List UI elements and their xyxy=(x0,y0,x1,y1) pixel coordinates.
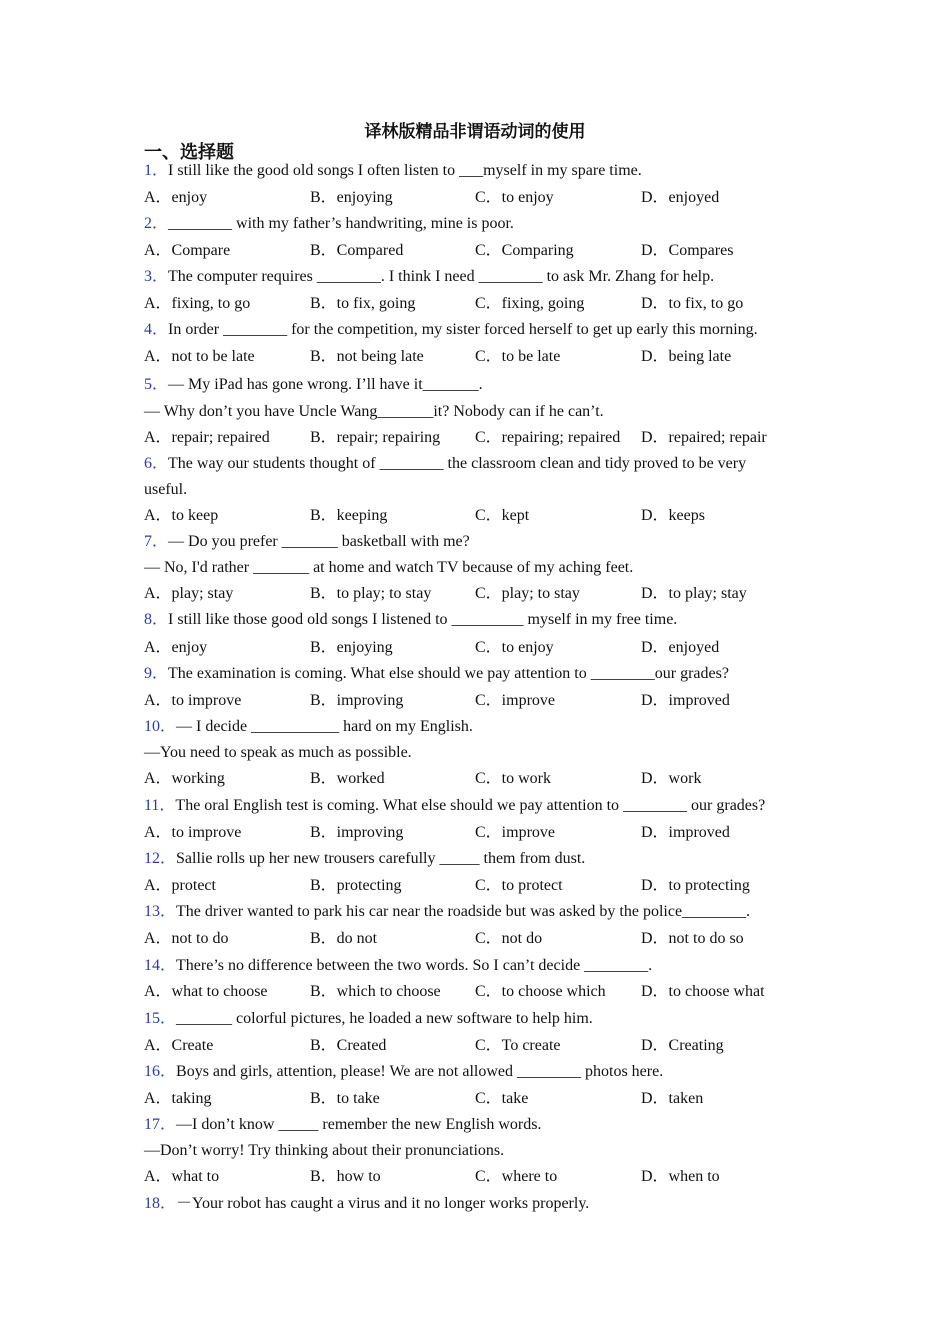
option-b[interactable]: B．keeping xyxy=(310,507,388,524)
question-stem: Sallie rolls up her new trousers carefully _____ them from dust. xyxy=(176,850,586,867)
option-a[interactable]: A．not to do xyxy=(144,930,229,947)
question-5-line-2: — Why don’t you have Uncle Wang_______it? Nobody can if he can’t. xyxy=(144,403,604,420)
option-a[interactable]: A．taking xyxy=(144,1090,212,1107)
question-number: 15． xyxy=(144,1010,177,1027)
question-5 xyxy=(144,375,483,395)
question-stem: — I decide ___________ hard on my English. xyxy=(176,718,473,735)
option-d[interactable]: D．keeps xyxy=(641,507,705,524)
option-d[interactable]: D．work xyxy=(641,770,702,787)
question-14 xyxy=(144,956,652,976)
question-18 xyxy=(144,1194,589,1214)
option-c[interactable]: C．repairing; repaired xyxy=(475,429,621,446)
question-number: 18． xyxy=(144,1195,177,1212)
document-title: 译林版精品非谓语动词的使用 xyxy=(364,122,586,142)
question-stem: The way our students thought of ________ the classroom clean and tidy proved to be very xyxy=(168,455,747,472)
option-a[interactable]: A．Create xyxy=(144,1037,214,1054)
question-number: 1． xyxy=(144,162,169,179)
option-d[interactable]: D．to play; stay xyxy=(641,585,747,602)
option-a[interactable]: A．what to xyxy=(144,1168,220,1185)
question-stem: The driver wanted to park his car near the roadside but was asked by the police________. xyxy=(176,903,751,920)
option-c[interactable]: C．improve xyxy=(475,824,555,841)
question-16 xyxy=(144,1062,663,1082)
option-b[interactable]: B．how to xyxy=(310,1168,381,1185)
option-c[interactable]: C．play; to stay xyxy=(475,585,580,602)
option-c[interactable]: C．To create xyxy=(475,1037,561,1054)
option-c[interactable]: C．Comparing xyxy=(475,242,574,259)
option-c[interactable]: C．not do xyxy=(475,930,543,947)
option-c[interactable]: C．to enjoy xyxy=(475,189,554,206)
option-d[interactable]: D．improved xyxy=(641,692,730,709)
option-c[interactable]: C．where to xyxy=(475,1168,558,1185)
question-6-line-2: useful. xyxy=(144,481,188,498)
question-17-line-2: —Don’t worry! Try thinking about their pronunciations. xyxy=(144,1142,505,1159)
option-c[interactable]: C．to be late xyxy=(475,348,561,365)
question-stem: In order ________ for the competition, my sister forced herself to get up early this morning. xyxy=(168,321,758,338)
question-stem: — Do you prefer _______ basketball with me? xyxy=(168,533,470,550)
question-6 xyxy=(144,454,746,474)
option-c[interactable]: C．kept xyxy=(475,507,530,524)
question-stem: ________ with my father’s handwriting, mine is poor. xyxy=(168,215,514,232)
option-b[interactable]: B．improving xyxy=(310,692,404,709)
option-b[interactable]: B．to take xyxy=(310,1090,380,1107)
question-number: 14． xyxy=(144,957,177,974)
question-13 xyxy=(144,902,750,922)
question-12 xyxy=(144,849,585,869)
option-d[interactable]: D．enjoyed xyxy=(641,189,720,206)
option-a[interactable]: A．repair; repaired xyxy=(144,429,270,446)
option-d[interactable]: D．to choose what xyxy=(641,983,765,1000)
option-c[interactable]: C．to enjoy xyxy=(475,639,554,656)
question-number: 5． xyxy=(144,376,169,393)
question-number: 16． xyxy=(144,1063,177,1080)
option-d[interactable]: D．when to xyxy=(641,1168,720,1185)
option-a[interactable]: A．working xyxy=(144,770,225,787)
option-d[interactable]: D．not to do so xyxy=(641,930,744,947)
question-number: 10． xyxy=(144,718,177,735)
question-stem: There’s no difference between the two words. So I can’t decide ________. xyxy=(176,957,653,974)
question-2 xyxy=(144,214,514,234)
option-b[interactable]: B．Compared xyxy=(310,242,404,259)
option-d[interactable]: D．Creating xyxy=(641,1037,724,1054)
question-stem: _______ colorful pictures, he loaded a new software to help him. xyxy=(176,1010,593,1027)
option-a[interactable]: A．Compare xyxy=(144,242,231,259)
question-number: 12． xyxy=(144,850,177,867)
option-c[interactable]: C．improve xyxy=(475,692,555,709)
option-a[interactable]: A．what to choose xyxy=(144,983,268,1000)
option-a[interactable]: A．to improve xyxy=(144,692,242,709)
option-d[interactable]: D．repaired; repair xyxy=(641,429,767,446)
question-number: 9． xyxy=(144,665,169,682)
option-d[interactable]: D．to protecting xyxy=(641,877,750,894)
option-b[interactable]: B．protecting xyxy=(310,877,402,894)
question-11 xyxy=(144,796,765,816)
question-stem: I still like those good old songs I listened to _________ myself in my free time. xyxy=(168,611,678,628)
question-number: 6． xyxy=(144,455,169,472)
question-stem: －Your robot has caught a virus and it no longer works properly. xyxy=(176,1195,590,1212)
question-number: 7． xyxy=(144,533,169,550)
question-1 xyxy=(144,161,642,181)
question-stem: —I don’t know _____ remember the new English words. xyxy=(176,1116,542,1133)
question-number: 2． xyxy=(144,215,169,232)
question-17 xyxy=(144,1115,541,1135)
option-c[interactable]: C．to choose which xyxy=(475,983,606,1000)
option-d[interactable]: D．Compares xyxy=(641,242,734,259)
option-a[interactable]: A．not to be late xyxy=(144,348,255,365)
option-c[interactable]: C．to protect xyxy=(475,877,563,894)
question-8 xyxy=(144,610,677,630)
option-c[interactable]: C．to work xyxy=(475,770,552,787)
question-stem: The oral English test is coming. What else should we pay attention to ________ our grades? xyxy=(175,797,766,814)
option-a[interactable]: A．to keep xyxy=(144,507,219,524)
option-a[interactable]: A．fixing, to go xyxy=(144,295,251,312)
question-10-line-2: —You need to speak as much as possible. xyxy=(144,744,412,761)
question-4 xyxy=(144,320,758,340)
option-a[interactable]: A．enjoy xyxy=(144,639,208,656)
option-a[interactable]: A．play; stay xyxy=(144,585,234,602)
option-b[interactable]: B．which to choose xyxy=(310,983,441,1000)
option-c[interactable]: C．fixing, going xyxy=(475,295,585,312)
question-number: 4． xyxy=(144,321,169,338)
option-a[interactable]: A．enjoy xyxy=(144,189,208,206)
question-stem: — My iPad has gone wrong. I’ll have it_______. xyxy=(168,376,483,393)
option-b[interactable]: B．do not xyxy=(310,930,378,947)
question-number: 8． xyxy=(144,611,169,628)
question-stem: I still like the good old songs I often listen to ___myself in my spare time. xyxy=(168,162,642,179)
option-b[interactable]: B．Created xyxy=(310,1037,387,1054)
option-a[interactable]: A．to improve xyxy=(144,824,242,841)
option-d[interactable]: D．to fix, to go xyxy=(641,295,744,312)
question-3 xyxy=(144,267,714,287)
option-d[interactable]: D．improved xyxy=(641,824,730,841)
question-number: 13． xyxy=(144,903,177,920)
option-b[interactable]: B．enjoying xyxy=(310,189,393,206)
option-b[interactable]: B．worked xyxy=(310,770,385,787)
question-number: 11． xyxy=(144,797,176,814)
option-b[interactable]: B．to play; to stay xyxy=(310,585,432,602)
option-b[interactable]: B．to fix, going xyxy=(310,295,416,312)
question-10 xyxy=(144,717,473,737)
option-b[interactable]: B．repair; repairing xyxy=(310,429,441,446)
question-stem: Boys and girls, attention, please! We are not allowed ________ photos here. xyxy=(176,1063,664,1080)
question-stem: The computer requires ________. I think I need ________ to ask Mr. Zhang for help. xyxy=(168,268,715,285)
question-15 xyxy=(144,1009,593,1029)
question-number: 3． xyxy=(144,268,169,285)
option-d[interactable]: D．being late xyxy=(641,348,732,365)
option-b[interactable]: B．not being late xyxy=(310,348,424,365)
option-b[interactable]: B．improving xyxy=(310,824,404,841)
option-a[interactable]: A．protect xyxy=(144,877,216,894)
option-c[interactable]: C．take xyxy=(475,1090,529,1107)
question-stem: The examination is coming. What else should we pay attention to ________our grades? xyxy=(168,665,729,682)
option-d[interactable]: D．taken xyxy=(641,1090,704,1107)
question-9 xyxy=(144,664,729,684)
option-d[interactable]: D．enjoyed xyxy=(641,639,720,656)
option-b[interactable]: B．enjoying xyxy=(310,639,393,656)
section-heading: 一、选择题 xyxy=(144,142,234,163)
question-7-line-2: — No, I'd rather _______ at home and watch TV because of my aching feet. xyxy=(144,559,634,576)
question-7 xyxy=(144,532,470,552)
question-number: 17． xyxy=(144,1116,177,1133)
